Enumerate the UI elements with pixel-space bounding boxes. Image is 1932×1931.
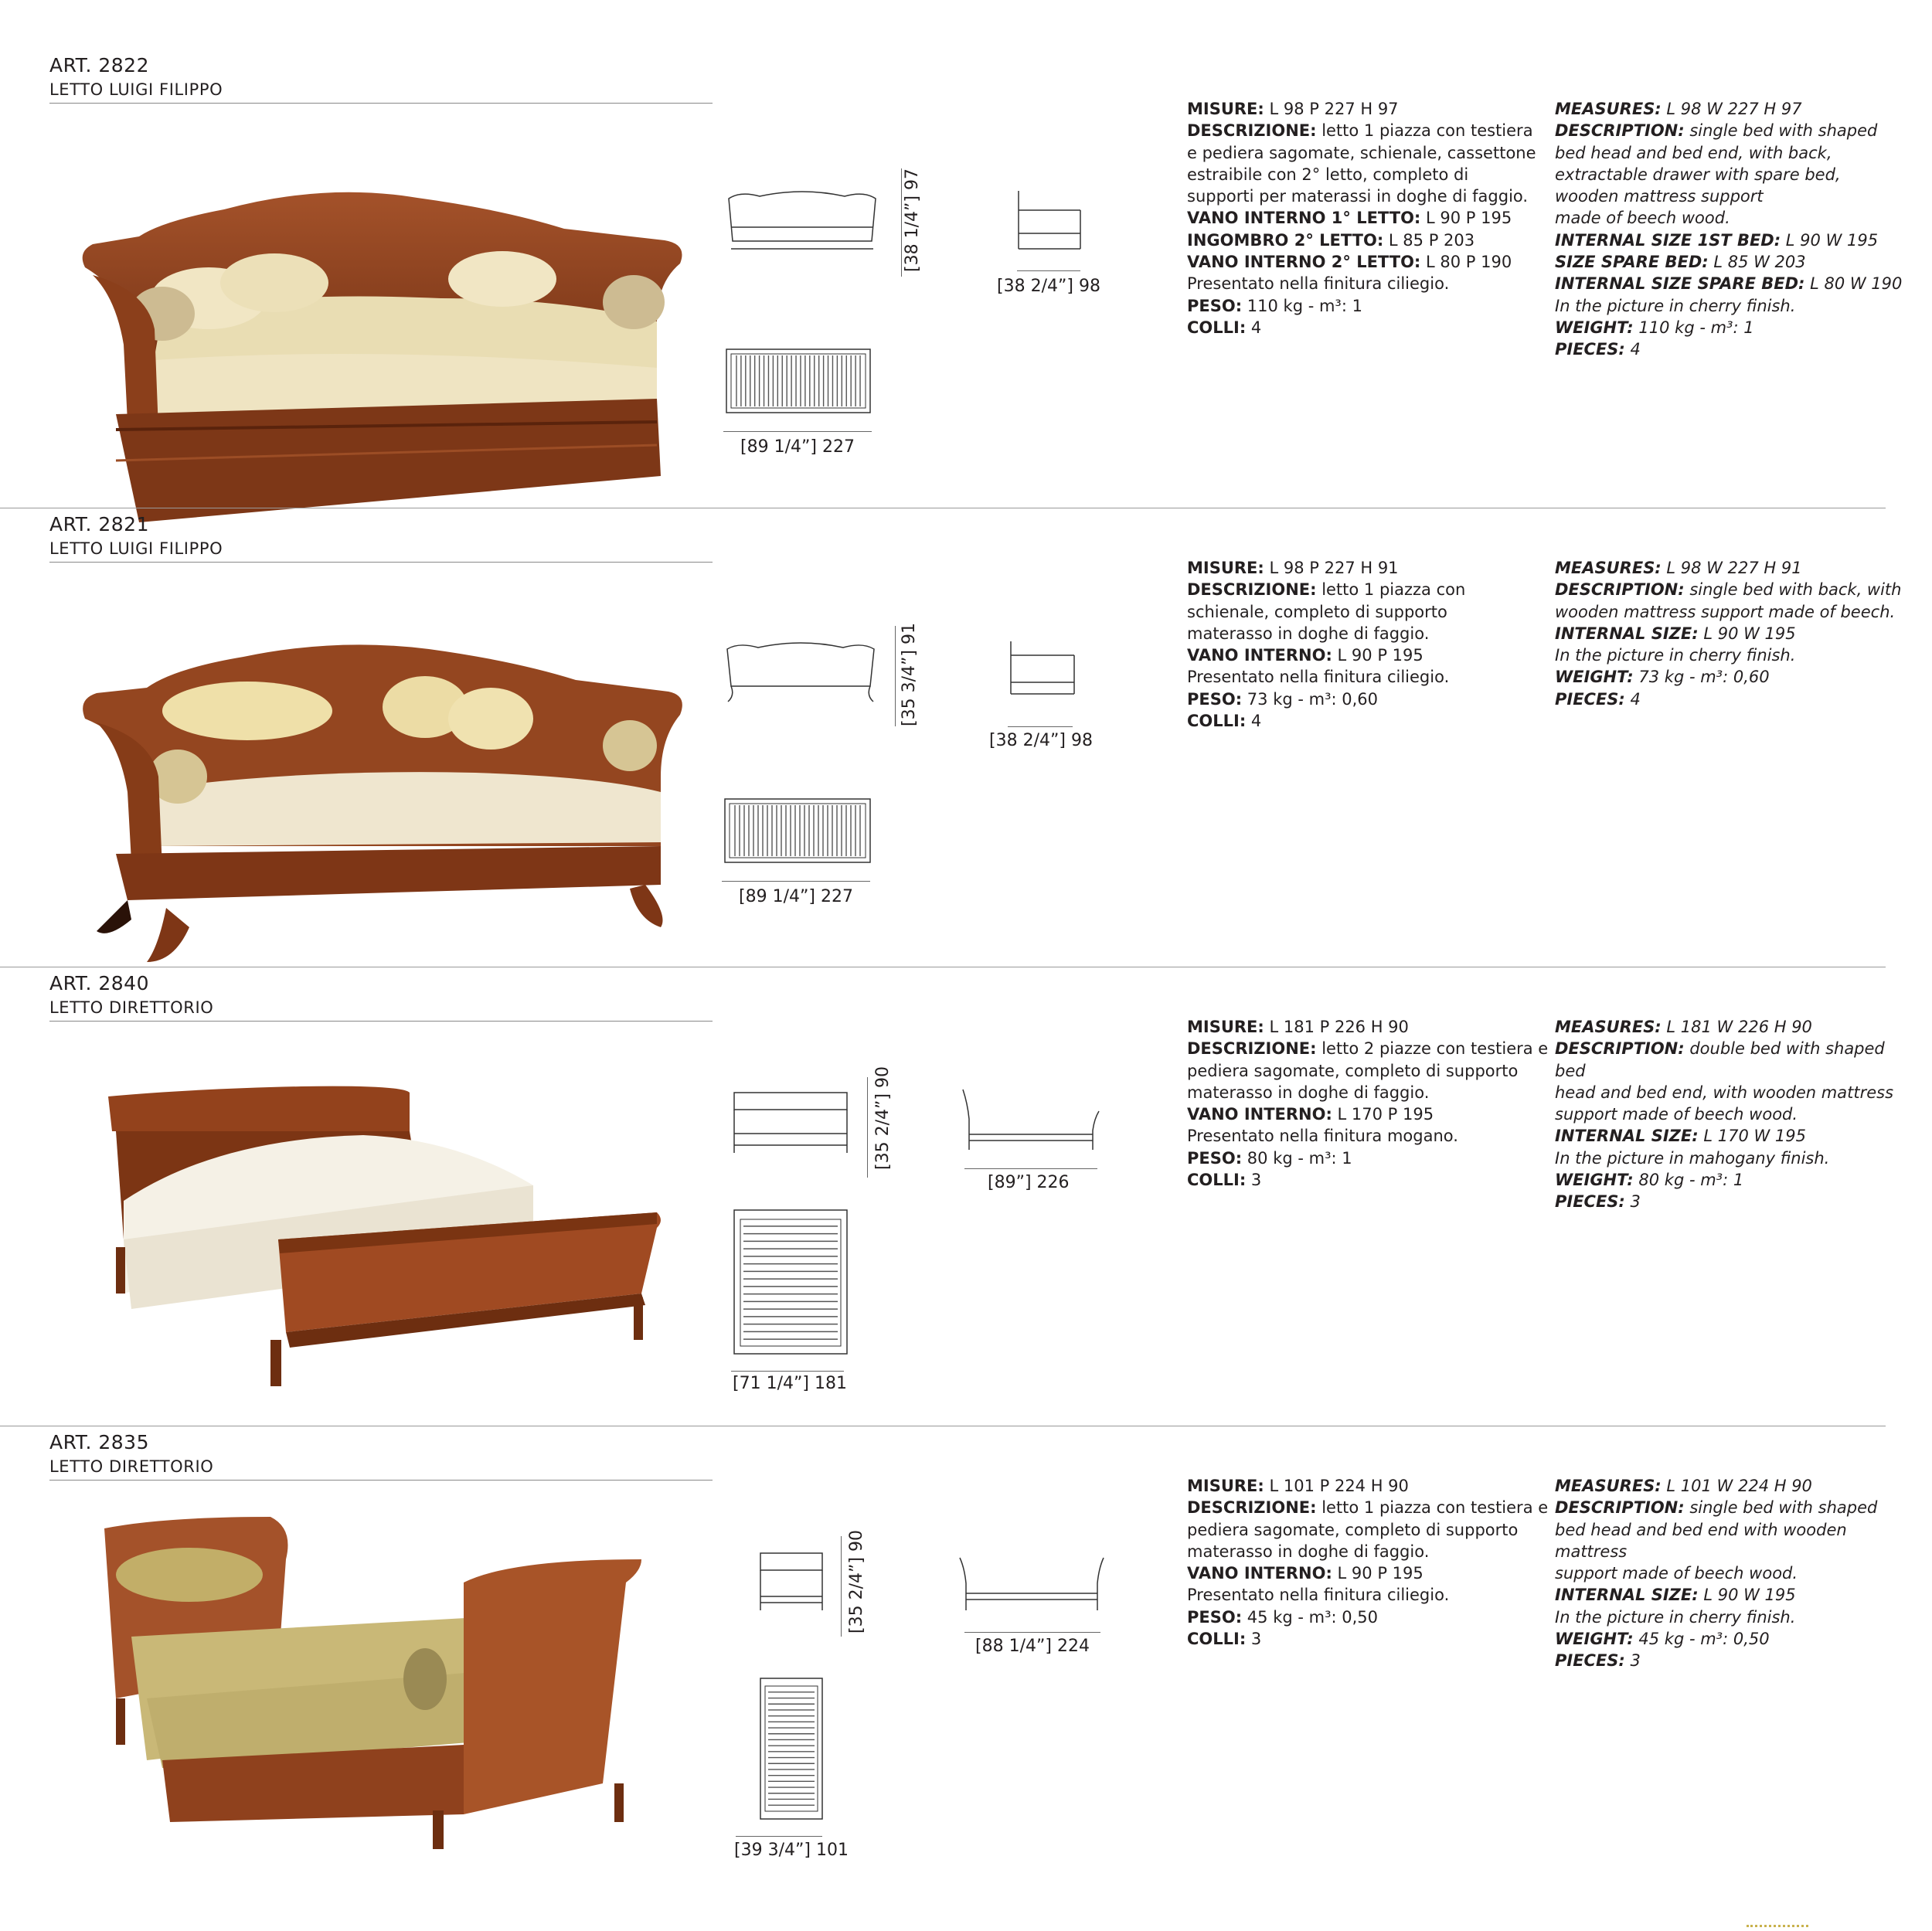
depth-dimension: [38 2/4”] 98 bbox=[989, 731, 1093, 750]
product-name: LETTO DIRETTORIO bbox=[49, 998, 214, 1017]
side-elevation-drawing bbox=[995, 187, 1088, 257]
dimension-line bbox=[736, 1836, 822, 1837]
spec-line: WEIGHT: 73 kg - m³: 0,60 bbox=[1555, 668, 1770, 687]
dimension-line bbox=[841, 1536, 842, 1637]
spec-line: WEIGHT: 80 kg - m³: 1 bbox=[1555, 1171, 1744, 1190]
spec-line: made of beech wood. bbox=[1555, 209, 1730, 228]
title-underline bbox=[49, 1480, 713, 1481]
spec-line: COLLI: 3 bbox=[1187, 1171, 1262, 1190]
spec-line: DESCRIZIONE: letto 1 piazza con testiera bbox=[1187, 121, 1533, 141]
product-section-2840 bbox=[0, 969, 1932, 1430]
spec-line: WEIGHT: 110 kg - m³: 1 bbox=[1555, 318, 1754, 337]
product-name: LETTO DIRETTORIO bbox=[49, 1457, 214, 1476]
spec-line: extractable drawer with spare bed, bbox=[1555, 165, 1841, 184]
page-corner-mark bbox=[1747, 1925, 1808, 1931]
top-view-drawing bbox=[725, 348, 872, 414]
spec-line: DESCRIPTION: double bed with shaped bbox=[1555, 1039, 1885, 1059]
spec-line: INGOMBRO 2° LETTO: L 85 P 203 bbox=[1187, 230, 1475, 250]
spec-line: support made of beech wood. bbox=[1555, 1105, 1798, 1124]
spec-line: MEASURES: L 98 W 227 H 91 bbox=[1555, 559, 1802, 577]
spec-line: materasso in doghe di faggio. bbox=[1187, 1542, 1430, 1561]
spec-line: DESCRIPTION: single bed with back, with bbox=[1555, 580, 1902, 600]
spec-line: materasso in doghe di faggio. bbox=[1187, 624, 1430, 643]
spec-line: wooden mattress support made of beech. bbox=[1555, 602, 1896, 621]
dimension-line bbox=[867, 1077, 868, 1178]
spec-line: PESO: 45 kg - m³: 0,50 bbox=[1187, 1607, 1378, 1627]
spec-line: VANO INTERNO: L 90 P 195 bbox=[1187, 1564, 1423, 1583]
spec-english bbox=[1555, 1475, 1877, 1672]
spec-line: SIZE SPARE BED: L 85 W 203 bbox=[1555, 253, 1806, 272]
spec-line: MISURE: L 98 P 227 H 97 bbox=[1187, 100, 1399, 118]
front-elevation-drawing bbox=[759, 1552, 824, 1613]
spec-line: estraibile con 2° letto, completo di bbox=[1187, 165, 1469, 184]
spec-line: bed head and bed end, with back, bbox=[1555, 143, 1832, 162]
spec-line: DESCRIPTION: single bed with shaped bbox=[1555, 121, 1878, 141]
spec-line: supporti per materassi in doghe di faggio. bbox=[1187, 187, 1529, 206]
spec-line: bed bbox=[1555, 1061, 1586, 1080]
spec-line: VANO INTERNO 2° LETTO: L 80 P 190 bbox=[1187, 253, 1512, 272]
spec-english bbox=[1555, 557, 1901, 710]
spec-line: MEASURES: L 181 W 226 H 90 bbox=[1555, 1018, 1812, 1036]
height-dimension: [35 3/4”] 91 bbox=[900, 623, 919, 726]
dimension-line bbox=[1017, 270, 1080, 271]
dimension-line bbox=[1008, 726, 1073, 727]
spec-line: INTERNAL SIZE SPARE BED: L 80 W 190 bbox=[1555, 274, 1903, 294]
spec-line: In the picture in cherry finish. bbox=[1555, 1607, 1796, 1627]
spec-line: support made of beech wood. bbox=[1555, 1564, 1798, 1583]
spec-line: PIECES: 4 bbox=[1555, 689, 1641, 709]
spec-line: bed head and bed end with wooden bbox=[1555, 1520, 1847, 1539]
front-elevation-drawing bbox=[725, 187, 879, 257]
dimension-line bbox=[723, 431, 872, 432]
dimension-line bbox=[901, 168, 902, 277]
spec-line: In the picture in mahogany finish. bbox=[1555, 1148, 1830, 1168]
spec-line: INTERNAL SIZE: L 170 W 195 bbox=[1555, 1127, 1807, 1146]
top-view-drawing bbox=[733, 1209, 849, 1355]
spec-line: Presentato nella finitura ciliegio. bbox=[1187, 274, 1450, 294]
spec-line: DESCRIZIONE: letto 2 piazze con testiera e bbox=[1187, 1039, 1549, 1059]
spec-italian bbox=[1187, 557, 1465, 732]
length-dimension: [39 3/4”] 101 bbox=[734, 1841, 849, 1860]
spec-line: COLLI: 3 bbox=[1187, 1630, 1262, 1649]
spec-italian bbox=[1187, 1016, 1548, 1191]
product-photo-single-sleigh-bed bbox=[100, 1513, 657, 1853]
side-elevation-drawing bbox=[1005, 640, 1082, 702]
title-underline bbox=[49, 103, 713, 104]
spec-line: WEIGHT: 45 kg - m³: 0,50 bbox=[1555, 1630, 1770, 1649]
spec-line: PESO: 73 kg - m³: 0,60 bbox=[1187, 689, 1378, 709]
spec-line: PESO: 110 kg - m³: 1 bbox=[1187, 296, 1362, 315]
product-photo-double-sleigh-bed bbox=[100, 1085, 665, 1394]
product-section-2822 bbox=[0, 51, 1932, 512]
spec-line: head and bed end, with wooden mattress bbox=[1555, 1083, 1894, 1102]
spec-line: DESCRIPTION: single bed with shaped bbox=[1555, 1498, 1878, 1518]
spec-line: DESCRIZIONE: letto 1 piazza con bbox=[1187, 580, 1466, 600]
spec-line: VANO INTERNO: L 170 P 195 bbox=[1187, 1105, 1434, 1124]
spec-line: MISURE: L 181 P 226 H 90 bbox=[1187, 1018, 1409, 1036]
front-elevation-drawing bbox=[723, 640, 878, 709]
product-name: LETTO LUIGI FILIPPO bbox=[49, 539, 223, 558]
spec-line: COLLI: 4 bbox=[1187, 318, 1262, 337]
length-dimension: [89 1/4”] 227 bbox=[739, 887, 853, 906]
product-photo-daybed bbox=[73, 622, 692, 977]
height-dimension: [35 2/4”] 90 bbox=[847, 1530, 866, 1634]
article-number: ART. 2822 bbox=[49, 54, 149, 76]
product-name: LETTO LUIGI FILIPPO bbox=[49, 80, 223, 99]
spec-italian bbox=[1187, 1475, 1548, 1650]
spec-line: VANO INTERNO 1° LETTO: L 90 P 195 bbox=[1187, 209, 1512, 228]
spec-line: MEASURES: L 101 W 224 H 90 bbox=[1555, 1477, 1812, 1495]
spec-line: Presentato nella finitura mogano. bbox=[1187, 1127, 1458, 1146]
product-section-2821 bbox=[0, 510, 1932, 971]
front-elevation-drawing bbox=[733, 1091, 849, 1161]
dimension-line bbox=[895, 626, 896, 726]
product-section-2835 bbox=[0, 1428, 1932, 1889]
spec-line: COLLI: 4 bbox=[1187, 712, 1262, 731]
spec-english bbox=[1555, 98, 1902, 361]
spec-line: mattress bbox=[1555, 1542, 1628, 1561]
spec-line: In the picture in cherry finish. bbox=[1555, 646, 1796, 665]
height-dimension: [35 2/4”] 90 bbox=[873, 1066, 893, 1170]
depth-dimension: [38 2/4”] 98 bbox=[997, 277, 1100, 296]
length-dimension: [71 1/4”] 181 bbox=[733, 1374, 847, 1393]
spec-line: INTERNAL SIZE: L 90 W 195 bbox=[1555, 1586, 1796, 1605]
spec-line: Presentato nella finitura ciliegio. bbox=[1187, 668, 1450, 687]
spec-line: pediera sagomate, completo di supporto bbox=[1187, 1061, 1519, 1080]
spec-line: PIECES: 3 bbox=[1555, 1651, 1641, 1671]
spec-line: MISURE: L 98 P 227 H 91 bbox=[1187, 559, 1399, 577]
title-underline bbox=[49, 562, 713, 563]
side-elevation-drawing bbox=[961, 1088, 1100, 1158]
spec-line: e pediera sagomate, schienale, cassettone bbox=[1187, 143, 1536, 162]
article-number: ART. 2840 bbox=[49, 972, 149, 994]
side-elevation-drawing bbox=[958, 1556, 1105, 1618]
spec-line: schienale, completo di supporto bbox=[1187, 602, 1447, 621]
spec-line: In the picture in cherry finish. bbox=[1555, 296, 1796, 315]
height-dimension: [38 1/4”] 97 bbox=[903, 168, 922, 272]
depth-dimension: [89”] 226 bbox=[988, 1173, 1070, 1192]
article-number: ART. 2821 bbox=[49, 513, 149, 535]
spec-english bbox=[1555, 1016, 1893, 1213]
depth-dimension: [88 1/4”] 224 bbox=[975, 1637, 1090, 1656]
spec-line: PIECES: 4 bbox=[1555, 340, 1641, 359]
length-dimension: [89 1/4”] 227 bbox=[740, 437, 855, 457]
spec-line: VANO INTERNO: L 90 P 195 bbox=[1187, 646, 1423, 665]
spec-line: DESCRIZIONE: letto 1 piazza con testiera e bbox=[1187, 1498, 1549, 1518]
spec-line: pediera sagomate, completo di supporto bbox=[1187, 1520, 1519, 1539]
top-view-drawing bbox=[723, 797, 872, 864]
dimension-line bbox=[722, 881, 870, 882]
dimension-line bbox=[964, 1168, 1097, 1169]
spec-line: wooden mattress support bbox=[1555, 187, 1764, 206]
dimension-line bbox=[731, 1371, 844, 1372]
spec-line: MISURE: L 101 P 224 H 90 bbox=[1187, 1477, 1409, 1495]
spec-line: materasso in doghe di faggio. bbox=[1187, 1083, 1430, 1102]
spec-line: PESO: 80 kg - m³: 1 bbox=[1187, 1148, 1352, 1168]
spec-line: INTERNAL SIZE 1ST BED: L 90 W 195 bbox=[1555, 230, 1879, 250]
top-view-drawing bbox=[759, 1677, 824, 1821]
title-underline bbox=[49, 1021, 713, 1022]
spec-line: MEASURES: L 98 W 227 H 97 bbox=[1555, 100, 1802, 118]
spec-italian bbox=[1187, 98, 1536, 338]
spec-line: Presentato nella finitura ciliegio. bbox=[1187, 1586, 1450, 1605]
spec-line: PIECES: 3 bbox=[1555, 1192, 1641, 1212]
product-photo-daybed-with-drawer bbox=[70, 167, 688, 530]
spec-line: INTERNAL SIZE: L 90 W 195 bbox=[1555, 624, 1796, 643]
dimension-line bbox=[964, 1632, 1100, 1633]
article-number: ART. 2835 bbox=[49, 1431, 149, 1453]
